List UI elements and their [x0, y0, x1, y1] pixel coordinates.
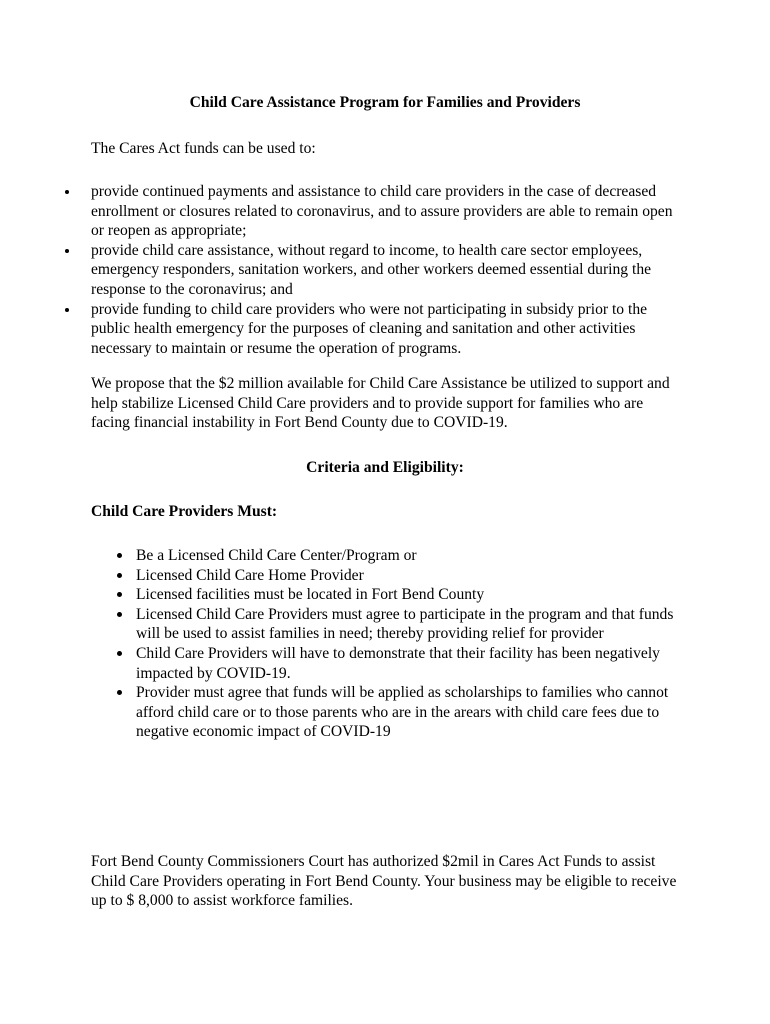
list-item: Child Care Providers will have to demonstrate that their facility has been negatively impacted by COVID-19. — [136, 644, 681, 683]
uses-list — [91, 182, 681, 358]
intro-text: The Cares Act funds can be used to: — [91, 140, 316, 157]
criteria-heading: Criteria and Eligibility: — [306, 459, 464, 476]
list-item: Be a Licensed Child Care Center/Program or — [136, 546, 681, 566]
list-item: Provider must agree that funds will be applied as scholarships to families who cannot afford child care or to those parents who are in the arears with child care fees due to negative economic impact of COVID-19 — [136, 683, 681, 742]
list-item: Licensed Child Care Home Provider — [136, 566, 681, 586]
requirements-list — [136, 546, 681, 742]
list-item: Licensed facilities must be located in Fort Bend County — [136, 585, 681, 605]
list-item: provide child care assistance, without regard to income, to health care sector employees, emergency responders, sanitation workers, and other workers deemed essential during the response to the coronavirus; and — [91, 241, 681, 300]
document-title: Child Care Assistance Program for Families and Providers — [189, 94, 581, 111]
closing-paragraph: Fort Bend County Commissioners Court has authorized $2mil in Cares Act Funds to assist Child Care Providers operating in Fort Bend County. Your business may be eligible to receive up to $ 8,000 to assist workforce families. — [91, 853, 677, 910]
providers-heading: Child Care Providers Must: — [91, 503, 278, 520]
list-item: provide funding to child care providers who were not participating in subsidy prior to the public health emergency for the purposes of cleaning and sanitation and other activities necessary to maintain or resume the operation of programs. — [91, 300, 681, 359]
list-item: provide continued payments and assistance to child care providers in the case of decreased enrollment or closures related to coronavirus, and to assure providers are able to remain open or reopen as appropriate; — [91, 182, 681, 241]
proposal-paragraph: We propose that the $2 million available for Child Care Assistance be utilized to support and help stabilize Licensed Child Care providers and to provide support for families who are facing financial instability in Fort Bend County due to COVID-19. — [91, 375, 670, 432]
list-item: Licensed Child Care Providers must agree to participate in the program and that funds will be used to assist families in need; thereby providing relief for provider — [136, 605, 681, 644]
